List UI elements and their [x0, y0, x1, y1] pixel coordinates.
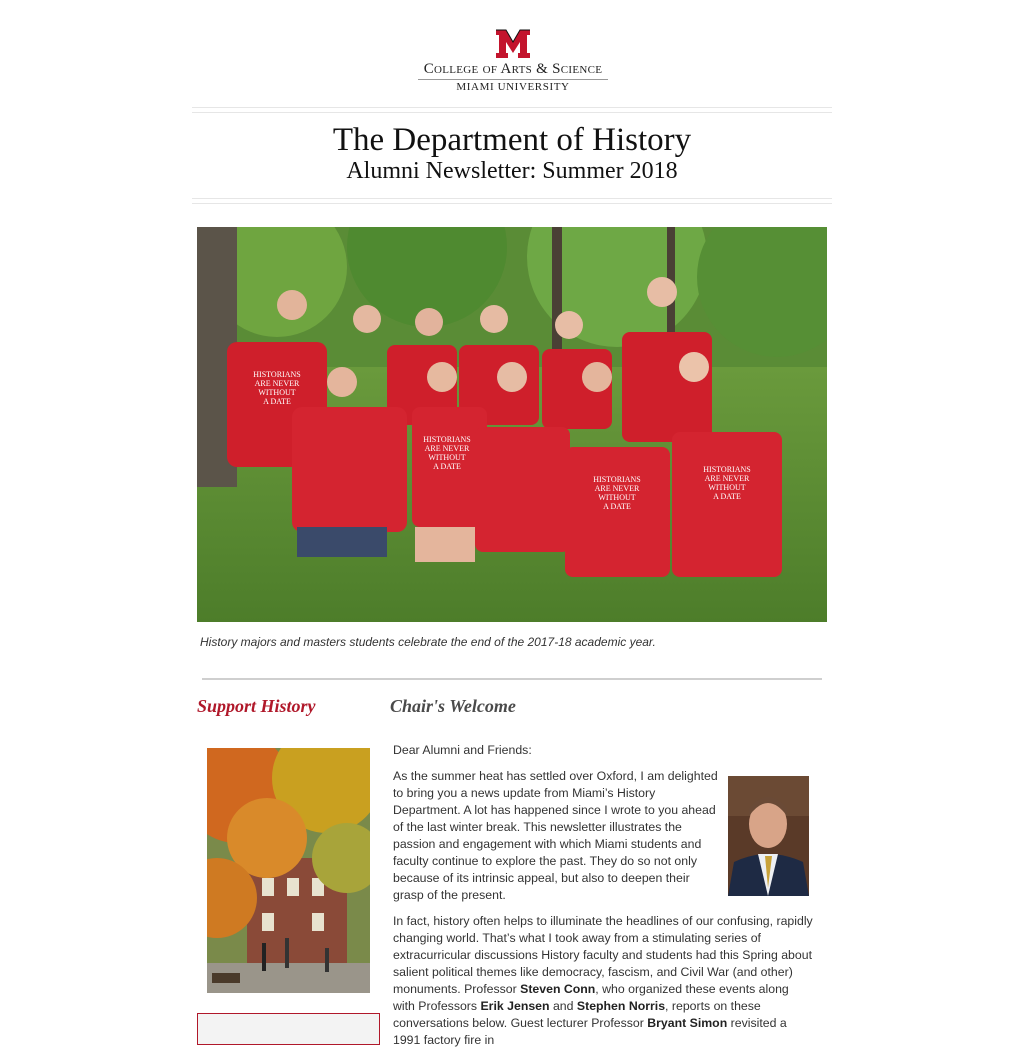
letter-paragraph-1: As the summer heat has settled over Oxford, I am delighted to bring you a news update from Miami’s History Department. A lot has happened since I wrote to you ahead of the last winter break. This newsletter illustrates the passion and engagement with which Miami students and faculty continue to explore the past. They do so not only because of its intrinsic appeal, but also to deepen their grasp of the present. — [393, 769, 718, 902]
name-steven-conn: Steven Conn — [520, 982, 596, 996]
name-stephen-norris: Stephen Norris — [576, 999, 666, 1013]
header-divider-bottom — [192, 198, 832, 204]
p2-text-d: , reports on these conversations below. Guest lecturer Professor — [393, 999, 761, 1030]
chair-letter — [393, 742, 813, 1058]
p2-text-b: , who organized these events along with Professors — [393, 982, 789, 1013]
name-erik-jensen: Erik Jensen — [480, 999, 550, 1013]
svg-text:HISTORIANS: HISTORIANS — [593, 475, 641, 484]
svg-text:A DATE: A DATE — [263, 397, 291, 406]
name-bryant-simon: Bryant Simon — [647, 1016, 728, 1030]
chair-welcome-heading: Chair's Welcome — [390, 696, 516, 716]
p2-text-e: revisited a 1991 factory fire in — [393, 1016, 787, 1047]
miami-m-logo-icon — [493, 28, 533, 60]
section-divider — [202, 678, 822, 680]
support-history-heading[interactable]: Support History — [197, 696, 316, 716]
p2-text-a: In fact, history often helps to illuminate the headlines of our confusing, rapidly changing world. That’s what I took away from a stimulating series of extracurricular discussions History faculty and students had this Spring about salient political themes like democracy, fascism, and Civil War (and other) monuments. Professor — [393, 914, 813, 996]
logo-college-name: College of Arts & Science — [418, 61, 608, 80]
college-logo[interactable] — [418, 28, 608, 93]
hero-photo — [197, 227, 827, 622]
svg-text:A DATE: A DATE — [713, 492, 741, 501]
page-title: The Department of History — [332, 122, 692, 158]
page-subtitle: Alumni Newsletter: Summer 2018 — [346, 158, 678, 184]
svg-text:HISTORIANS: HISTORIANS — [703, 465, 751, 474]
svg-text:HISTORIANS: HISTORIANS — [423, 435, 471, 444]
svg-text:A DATE: A DATE — [603, 502, 631, 511]
svg-text:ARE NEVER: ARE NEVER — [424, 444, 470, 453]
svg-text:ARE NEVER: ARE NEVER — [594, 484, 640, 493]
svg-text:A DATE: A DATE — [433, 462, 461, 471]
header-divider-top — [192, 107, 832, 113]
svg-text:WITHOUT: WITHOUT — [598, 493, 636, 502]
campus-photo[interactable] — [207, 748, 370, 993]
p2-text-c: and — [549, 999, 577, 1013]
support-link-box[interactable] — [197, 1013, 380, 1045]
chair-portrait — [728, 776, 809, 896]
logo-university-name: MIAMI UNIVERSITY — [456, 81, 570, 93]
svg-text:WITHOUT: WITHOUT — [258, 388, 296, 397]
letter-paragraph-2 — [393, 913, 813, 1049]
svg-text:WITHOUT: WITHOUT — [708, 483, 746, 492]
svg-text:ARE NEVER: ARE NEVER — [254, 379, 300, 388]
hero-caption: History majors and masters students celebrate the end of the 2017-18 academic year. — [200, 635, 656, 649]
svg-text:ARE NEVER: ARE NEVER — [704, 474, 750, 483]
svg-text:WITHOUT: WITHOUT — [428, 453, 466, 462]
svg-text:HISTORIANS: HISTORIANS — [253, 370, 301, 379]
letter-greeting: Dear Alumni and Friends: — [393, 743, 532, 757]
